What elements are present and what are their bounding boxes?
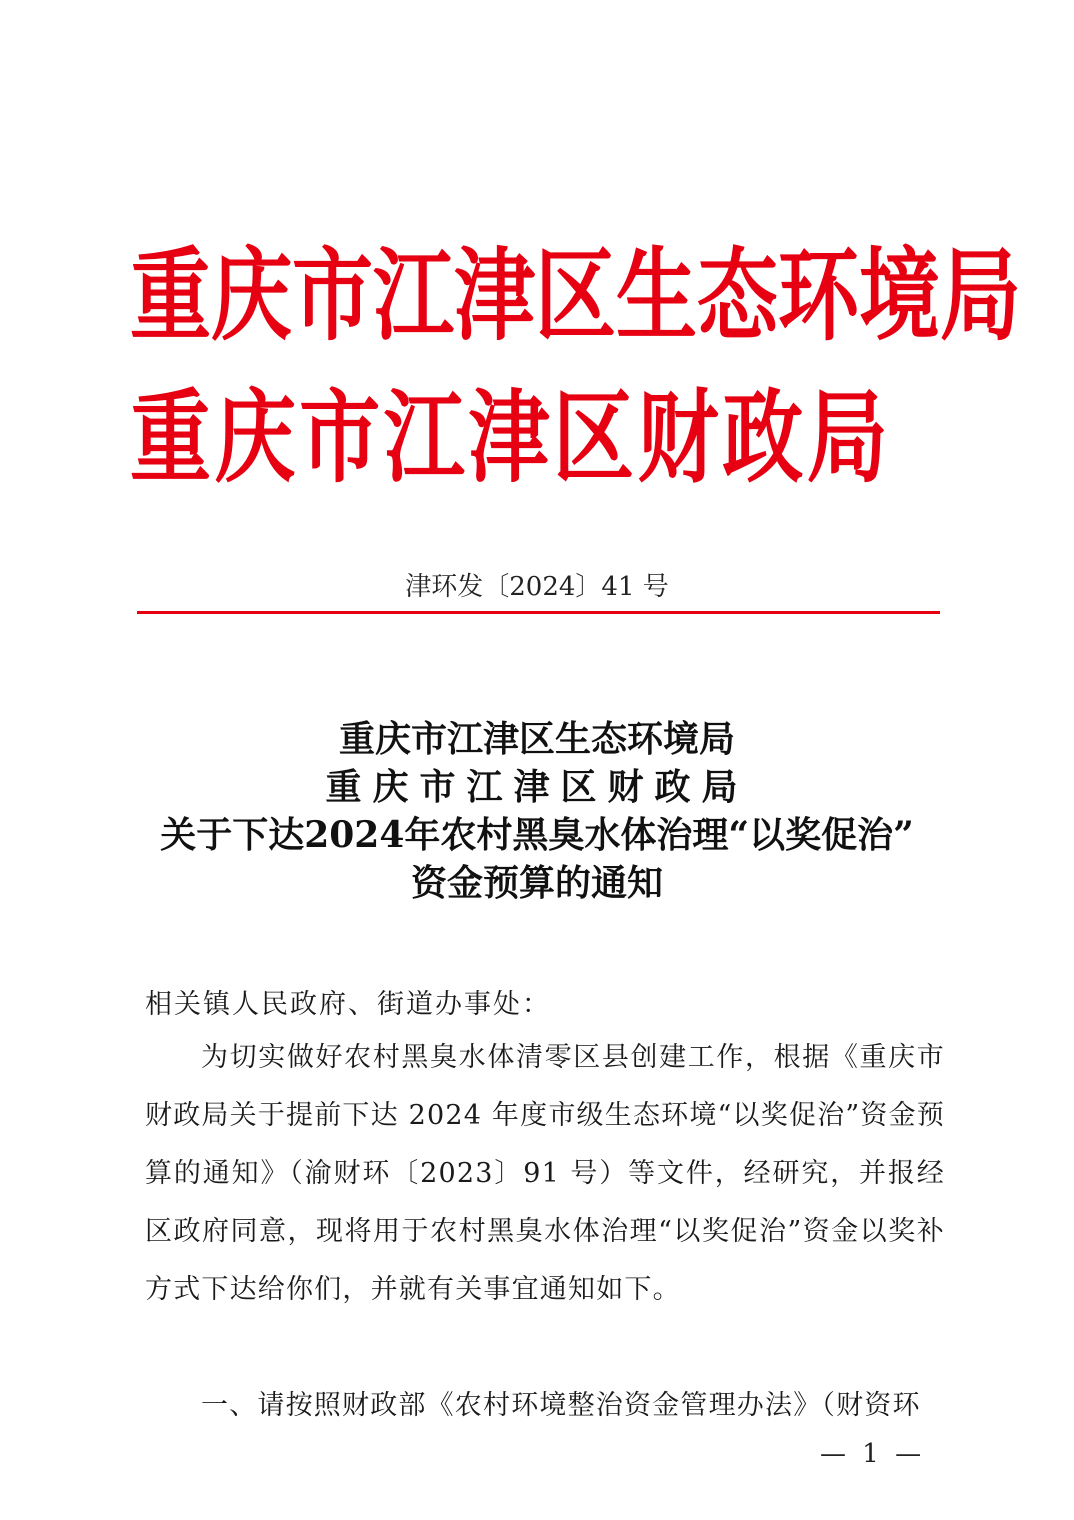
title-line-4: 资金预算的通知: [410, 862, 663, 904]
title-line-1: 重庆市江津区生态环境局: [338, 718, 735, 760]
page-number: — 1 —: [820, 1439, 926, 1469]
document-number: 津环发〔2024〕41 号: [405, 572, 669, 602]
title-line-2: 重庆市江津区财政局: [325, 766, 749, 808]
title-line-3: 关于下达2024年农村黑臭水体治理“以奖促治”: [160, 814, 914, 856]
body-paragraph: 一、请按照财政部《农村环境整治资金管理办法》（财资环: [201, 1390, 921, 1421]
document-title: [0, 715, 1074, 907]
issuing-agency-ecology: 重庆市江津区生态环境局: [130, 236, 1021, 356]
red-divider-line: [137, 611, 940, 614]
body-paragraph: 为切实做好农村黑臭水体清零区县创建工作，根据《重庆市财政局关于提前下达 2024 年度市级生态环境“以奖促治”资金预算的通知》（渝财环〔2023〕91 号）等文件，经研究，并报经区政府同意，现将用于农村黑臭水体治理“以奖促治”资金以奖补方式下达给你们，并就有关事宜通知如下。: [145, 1042, 945, 1305]
salutation: 相关镇人民政府、街道办事处：: [145, 989, 551, 1020]
issuing-agency-finance: 重庆市江津区财政局: [130, 378, 892, 498]
